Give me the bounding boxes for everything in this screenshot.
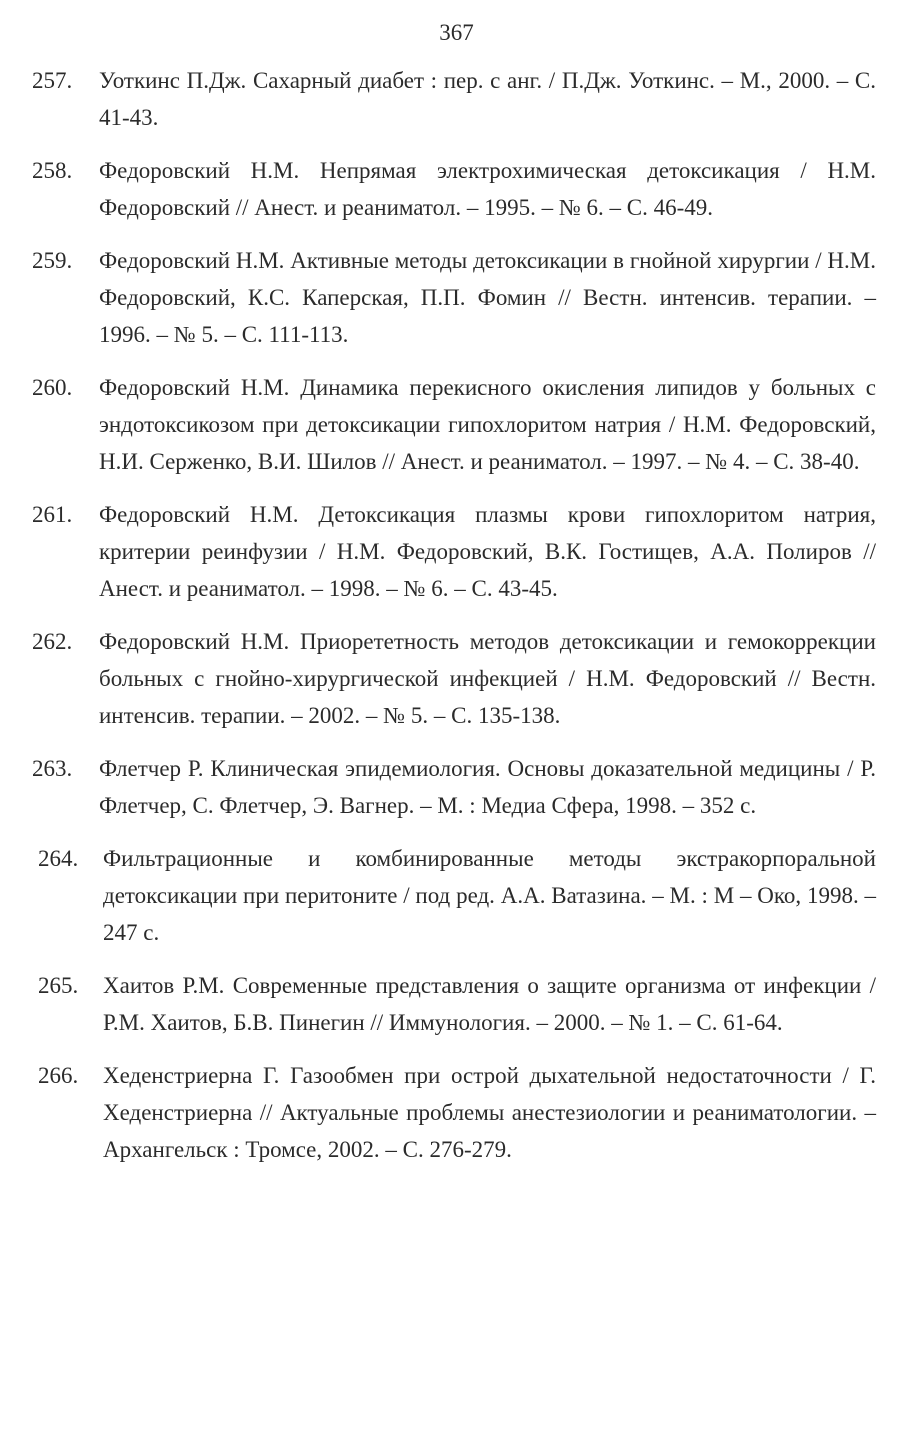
reference-item [0,623,913,734]
reference-text: Хаитов Р.М. Современные представления о защите организма от инфекции / Р.М. Хаитов, Б.В. Пинегин // Иммунология. – 2000. – № 1. – С. 61-64. [103,973,876,1035]
reference-item [0,750,913,824]
reference-number: 263. [32,756,73,781]
reference-number: 266. [38,1063,79,1088]
reference-number: 264. [38,846,79,871]
reference-text: Федоровский Н.М. Детоксикация плазмы крови гипохлоритом натрия, критерии реинфузии / Н.М. Федоровский, В.К. Гостищев, А.А. Полиров // Анест. и реаниматол. – 1998. – № 6. – С. 43-45. [99,502,876,601]
reference-number: 257. [32,68,73,93]
reference-number: 265. [38,973,79,998]
reference-text: Хеденстриерна Г. Газообмен при острой дыхательной недостаточности / Г. Хеденстриерна // Актуальные проблемы анестезиологии и реаниматологии. – Архангельск : Тромсе, 2002. – С. 276-279. [103,1063,876,1162]
reference-text: Флетчер Р. Клиническая эпидемиология. Основы доказательной медицины / Р. Флетчер, С. Флетчер, Э. Вагнер. – М. : Медиа Сфера, 1998. – 352 с. [99,756,876,818]
reference-number: 260. [32,375,73,400]
reference-text: Фильтрационные и комбинированные методы экстракорпоральной детоксикации при перитоните / под ред. А.А. Ватазина. – М. : М – Око, 1998. – 247 с. [103,846,876,945]
reference-text: Федоровский Н.М. Приорететность методов детоксикации и гемокоррекции больных с гнойно-хирургической инфекцией / Н.М. Федоровский // Вестн. интенсив. терапии. – 2002. – № 5. – С. 135-138. [99,629,876,728]
reference-item [0,1057,913,1168]
reference-text: Уоткинс П.Дж. Сахарный диабет : пер. с анг. / П.Дж. Уоткинс. – М., 2000. – С. 41-43. [99,68,876,130]
reference-item [0,369,913,480]
reference-item [0,496,913,607]
reference-text: Федоровский Н.М. Динамика перекисного окисления липидов у больных с эндотоксикозом при детоксикации гипохлоритом натрия / Н.М. Федоровский, Н.И. Серженко, В.И. Шилов // Анест. и реаниматол. – 1997. – № 4. – С. 38-40. [99,375,876,474]
reference-number: 259. [32,248,73,273]
reference-text: Федоровский Н.М. Активные методы детоксикации в гнойной хирургии / Н.М. Федоровский, К.С. Каперская, П.П. Фомин // Вестн. интенсив. терапии. – 1996. – № 5. – С. 111-113. [99,248,876,347]
reference-item [0,242,913,353]
reference-item [0,152,913,226]
reference-number: 258. [32,158,73,183]
reference-item [0,840,913,951]
reference-number: 261. [32,502,73,527]
page-number: 367 [439,20,474,45]
reference-number: 262. [32,629,73,654]
reference-item [0,967,913,1041]
reference-list [0,62,913,1184]
reference-item [0,62,913,136]
reference-text: Федоровский Н.М. Непрямая электрохимическая детоксикация / Н.М. Федоровский // Анест. и реаниматол. – 1995. – № 6. – С. 46-49. [99,158,876,220]
